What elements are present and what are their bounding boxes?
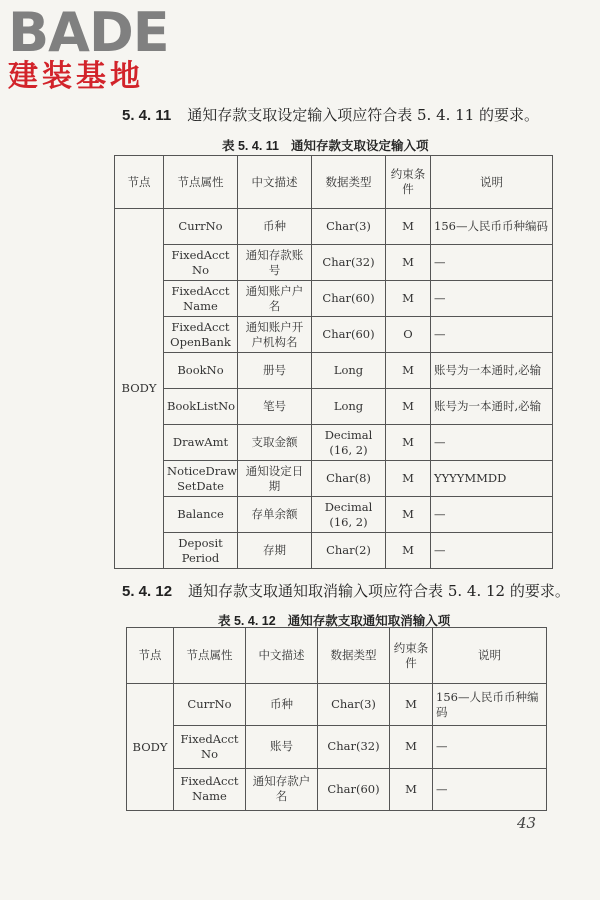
node-attribute-cell: CurrNo [174, 684, 246, 726]
table-row [127, 768, 547, 810]
constraint-cell: O [386, 317, 431, 353]
page-number: 43 [517, 814, 537, 832]
constraint-cell: M [390, 726, 433, 768]
chinese-description-cell: 币种 [246, 684, 318, 726]
caption-title: 通知存款支取通知取消输入项 [287, 613, 451, 628]
chinese-description-cell: 通知存款账号 [238, 245, 312, 281]
table-row [115, 317, 553, 353]
remark-cell: 账号为一本通时,必输 [431, 389, 553, 425]
chinese-description-cell: 笔号 [238, 389, 312, 425]
column-header: 节点属性 [164, 156, 238, 209]
table-caption-5-4-11 [222, 136, 429, 154]
node-attribute-cell: CurrNo [164, 209, 238, 245]
data-type-cell: Char(60) [318, 768, 390, 810]
constraint-cell: M [386, 281, 431, 317]
table-row [115, 209, 553, 245]
node-attribute-cell: FixedAcct No [174, 726, 246, 768]
remark-cell: — [431, 533, 553, 569]
section-text: 通知存款支取通知取消输入项应符合表 5. 4. 12 的要求。 [188, 582, 570, 600]
node-attribute-cell: Deposit Period [164, 533, 238, 569]
node-attribute-cell: Balance [164, 497, 238, 533]
table-row [115, 245, 553, 281]
section-number: 5. 4. 11 [122, 107, 172, 124]
caption-number: 表 5. 4. 11 [222, 139, 279, 153]
data-type-cell: Decimal (16, 2) [312, 425, 386, 461]
caption-number: 表 5. 4. 12 [218, 614, 276, 628]
remark-cell: 账号为一本通时,必输 [431, 353, 553, 389]
data-type-cell: Char(60) [312, 317, 386, 353]
data-type-cell: Long [312, 353, 386, 389]
logo-brand: BADE [8, 1, 169, 64]
data-type-cell: Char(2) [312, 533, 386, 569]
bade-logo [8, 1, 178, 94]
remark-cell: YYYYMMDD [431, 461, 553, 497]
constraint-cell: M [386, 353, 431, 389]
node-attribute-cell: NoticeDraw SetDate [164, 461, 238, 497]
remark-cell: 156—人民币币种编码 [433, 684, 547, 726]
remark-cell: — [433, 768, 547, 810]
constraint-cell: M [386, 497, 431, 533]
constraint-cell: M [386, 389, 431, 425]
column-header: 说明 [431, 156, 553, 209]
constraint-cell: M [386, 209, 431, 245]
node-attribute-cell: FixedAcct Name [164, 281, 238, 317]
table-row [127, 684, 547, 726]
column-header: 节点 [127, 628, 174, 684]
input-items-table-5-4-12 [126, 627, 547, 811]
section-heading-5-4-11 [122, 104, 539, 125]
remark-cell: 156—人民币币种编码 [431, 209, 553, 245]
data-type-cell: Char(60) [312, 281, 386, 317]
table-row [115, 281, 553, 317]
node-attribute-cell: BookNo [164, 353, 238, 389]
remark-cell: — [431, 281, 553, 317]
column-header: 中文描述 [246, 628, 318, 684]
table-header-row [115, 156, 553, 209]
section-text: 通知存款支取设定输入项应符合表 5. 4. 11 的要求。 [187, 106, 540, 124]
data-type-cell: Decimal (16, 2) [312, 497, 386, 533]
chinese-description-cell: 存期 [238, 533, 312, 569]
table-row [115, 425, 553, 461]
chinese-description-cell: 通知存款户名 [246, 768, 318, 810]
column-header: 约束条件 [390, 628, 433, 684]
chinese-description-cell: 币种 [238, 209, 312, 245]
chinese-description-cell: 通知账户开户机构名 [238, 317, 312, 353]
node-attribute-cell: BookListNo [164, 389, 238, 425]
caption-title: 通知存款支取设定输入项 [290, 138, 429, 153]
node-attribute-cell: FixedAcct Name [174, 768, 246, 810]
constraint-cell: M [386, 533, 431, 569]
table-row [115, 497, 553, 533]
logo-subtitle: 建装基地 [8, 59, 144, 94]
constraint-cell: M [386, 461, 431, 497]
column-header: 数据类型 [312, 156, 386, 209]
table-row [115, 353, 553, 389]
remark-cell: — [431, 497, 553, 533]
table-row [115, 533, 553, 569]
chinese-description-cell: 通知设定日期 [238, 461, 312, 497]
chinese-description-cell: 通知账户户名 [238, 281, 312, 317]
data-type-cell: Char(3) [312, 209, 386, 245]
node-cell: BODY [115, 209, 164, 569]
data-type-cell: Char(8) [312, 461, 386, 497]
input-items-table-5-4-11 [114, 155, 553, 569]
table-row [115, 389, 553, 425]
column-header: 约束条件 [386, 156, 431, 209]
constraint-cell: M [386, 425, 431, 461]
chinese-description-cell: 支取金额 [238, 425, 312, 461]
table-row [127, 726, 547, 768]
column-header: 说明 [433, 628, 547, 684]
data-type-cell: Char(32) [312, 245, 386, 281]
constraint-cell: M [390, 684, 433, 726]
section-heading-5-4-12 [122, 580, 570, 601]
table-header-row [127, 628, 547, 684]
node-attribute-cell: FixedAcct OpenBank [164, 317, 238, 353]
remark-cell: — [433, 726, 547, 768]
constraint-cell: M [386, 245, 431, 281]
column-header: 数据类型 [318, 628, 390, 684]
data-type-cell: Char(32) [318, 726, 390, 768]
chinese-description-cell: 册号 [238, 353, 312, 389]
column-header: 中文描述 [238, 156, 312, 209]
column-header: 节点属性 [174, 628, 246, 684]
node-attribute-cell: FixedAcct No [164, 245, 238, 281]
node-cell: BODY [127, 684, 174, 811]
data-type-cell: Char(3) [318, 684, 390, 726]
node-attribute-cell: DrawAmt [164, 425, 238, 461]
column-header: 节点 [115, 156, 164, 209]
data-type-cell: Long [312, 389, 386, 425]
chinese-description-cell: 账号 [246, 726, 318, 768]
section-number: 5. 4. 12 [122, 583, 173, 600]
remark-cell: — [431, 425, 553, 461]
remark-cell: — [431, 245, 553, 281]
chinese-description-cell: 存单余额 [238, 497, 312, 533]
remark-cell: — [431, 317, 553, 353]
constraint-cell: M [390, 768, 433, 810]
table-row [115, 461, 553, 497]
